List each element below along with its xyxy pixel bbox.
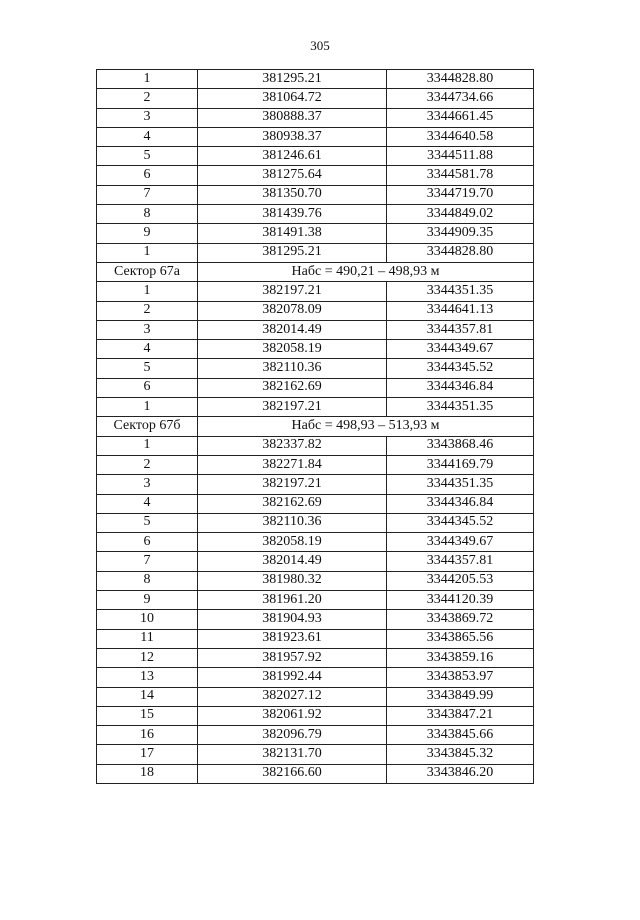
coordinate-y: 3344351.35 bbox=[387, 282, 534, 301]
table-row bbox=[97, 127, 534, 146]
coordinate-x: 380888.37 bbox=[198, 108, 387, 127]
table-row bbox=[97, 340, 534, 359]
table-row bbox=[97, 108, 534, 127]
coordinate-x: 381923.61 bbox=[198, 629, 387, 648]
point-number: 4 bbox=[97, 494, 198, 513]
coordinate-y: 3343853.97 bbox=[387, 668, 534, 687]
table-row bbox=[97, 166, 534, 185]
coordinate-x: 382078.09 bbox=[198, 301, 387, 320]
table-row bbox=[97, 185, 534, 204]
table-row bbox=[97, 552, 534, 571]
point-number: 6 bbox=[97, 166, 198, 185]
point-number: 9 bbox=[97, 591, 198, 610]
coordinate-y: 3344909.35 bbox=[387, 224, 534, 243]
sector-header-row bbox=[97, 417, 534, 436]
coordinate-x: 382014.49 bbox=[198, 552, 387, 571]
point-number: 9 bbox=[97, 224, 198, 243]
table-row bbox=[97, 533, 534, 552]
coordinate-y: 3344734.66 bbox=[387, 89, 534, 108]
table-row bbox=[97, 89, 534, 108]
coordinate-x: 382096.79 bbox=[198, 726, 387, 745]
point-number: 3 bbox=[97, 475, 198, 494]
point-number: 5 bbox=[97, 513, 198, 532]
point-number: 8 bbox=[97, 571, 198, 590]
coordinate-x: 381980.32 bbox=[198, 571, 387, 590]
table-row bbox=[97, 571, 534, 590]
point-number: 16 bbox=[97, 726, 198, 745]
coordinate-y: 3344719.70 bbox=[387, 185, 534, 204]
coordinate-x: 381439.76 bbox=[198, 205, 387, 224]
table-row bbox=[97, 668, 534, 687]
coordinate-y: 3344346.84 bbox=[387, 378, 534, 397]
coordinate-y: 3344346.84 bbox=[387, 494, 534, 513]
coordinate-x: 382014.49 bbox=[198, 320, 387, 339]
point-number: 11 bbox=[97, 629, 198, 648]
coordinate-x: 382197.21 bbox=[198, 475, 387, 494]
coordinate-x: 381904.93 bbox=[198, 610, 387, 629]
coordinate-x: 382197.21 bbox=[198, 282, 387, 301]
coordinate-x: 381961.20 bbox=[198, 591, 387, 610]
point-number: 18 bbox=[97, 764, 198, 783]
coordinate-y: 3343869.72 bbox=[387, 610, 534, 629]
sector-name: Сектор 67а bbox=[97, 262, 198, 281]
table-row bbox=[97, 745, 534, 764]
coordinate-y: 3343845.66 bbox=[387, 726, 534, 745]
point-number: 6 bbox=[97, 533, 198, 552]
coordinate-x: 382058.19 bbox=[198, 340, 387, 359]
point-number: 10 bbox=[97, 610, 198, 629]
coordinate-y: 3344849.02 bbox=[387, 205, 534, 224]
coordinate-x: 382058.19 bbox=[198, 533, 387, 552]
coordinate-y: 3344828.80 bbox=[387, 243, 534, 262]
coordinate-x: 382027.12 bbox=[198, 687, 387, 706]
coordinate-x: 382110.36 bbox=[198, 513, 387, 532]
sector-name: Сектор 67б bbox=[97, 417, 198, 436]
table-row bbox=[97, 398, 534, 417]
table-row bbox=[97, 706, 534, 725]
table-row bbox=[97, 475, 534, 494]
coordinates-table bbox=[96, 69, 534, 784]
point-number: 7 bbox=[97, 552, 198, 571]
coordinate-x: 382162.69 bbox=[198, 494, 387, 513]
point-number: 8 bbox=[97, 205, 198, 224]
sector-elevation-range: Набс = 490,21 – 498,93 м bbox=[198, 262, 534, 281]
coordinate-y: 3344351.35 bbox=[387, 475, 534, 494]
coordinate-y: 3344120.39 bbox=[387, 591, 534, 610]
point-number: 15 bbox=[97, 706, 198, 725]
point-number: 3 bbox=[97, 320, 198, 339]
coordinate-x: 381064.72 bbox=[198, 89, 387, 108]
point-number: 7 bbox=[97, 185, 198, 204]
coordinate-y: 3344169.79 bbox=[387, 455, 534, 474]
table-row bbox=[97, 224, 534, 243]
table-row bbox=[97, 591, 534, 610]
point-number: 1 bbox=[97, 282, 198, 301]
coordinate-y: 3344351.35 bbox=[387, 398, 534, 417]
point-number: 3 bbox=[97, 108, 198, 127]
point-number: 1 bbox=[97, 243, 198, 262]
point-number: 5 bbox=[97, 147, 198, 166]
coordinate-y: 3344581.78 bbox=[387, 166, 534, 185]
coordinate-y: 3343847.21 bbox=[387, 706, 534, 725]
table-row bbox=[97, 70, 534, 89]
coordinate-y: 3344828.80 bbox=[387, 70, 534, 89]
coordinate-x: 381491.38 bbox=[198, 224, 387, 243]
table-row bbox=[97, 359, 534, 378]
coordinate-x: 381957.92 bbox=[198, 648, 387, 667]
table-row bbox=[97, 378, 534, 397]
table-row bbox=[97, 320, 534, 339]
table-row bbox=[97, 301, 534, 320]
coordinates-table-body bbox=[97, 70, 534, 784]
point-number: 2 bbox=[97, 301, 198, 320]
coordinate-y: 3344357.81 bbox=[387, 552, 534, 571]
point-number: 12 bbox=[97, 648, 198, 667]
point-number: 5 bbox=[97, 359, 198, 378]
coordinate-x: 380938.37 bbox=[198, 127, 387, 146]
table-row bbox=[97, 147, 534, 166]
coordinate-y: 3344511.88 bbox=[387, 147, 534, 166]
coordinate-y: 3343865.56 bbox=[387, 629, 534, 648]
coordinate-x: 381295.21 bbox=[198, 70, 387, 89]
coordinate-y: 3344357.81 bbox=[387, 320, 534, 339]
point-number: 14 bbox=[97, 687, 198, 706]
coordinate-y: 3343859.16 bbox=[387, 648, 534, 667]
point-number: 13 bbox=[97, 668, 198, 687]
coordinate-x: 382197.21 bbox=[198, 398, 387, 417]
point-number: 4 bbox=[97, 340, 198, 359]
table-row bbox=[97, 648, 534, 667]
sector-elevation-range: Набс = 498,93 – 513,93 м bbox=[198, 417, 534, 436]
coordinate-x: 381275.64 bbox=[198, 166, 387, 185]
coordinate-y: 3344640.58 bbox=[387, 127, 534, 146]
coordinate-x: 381992.44 bbox=[198, 668, 387, 687]
coordinate-y: 3343868.46 bbox=[387, 436, 534, 455]
table-row bbox=[97, 455, 534, 474]
point-number: 1 bbox=[97, 436, 198, 455]
coordinate-x: 382061.92 bbox=[198, 706, 387, 725]
point-number: 6 bbox=[97, 378, 198, 397]
table-row bbox=[97, 282, 534, 301]
coordinate-x: 382271.84 bbox=[198, 455, 387, 474]
point-number: 1 bbox=[97, 70, 198, 89]
table-row bbox=[97, 436, 534, 455]
coordinate-x: 382131.70 bbox=[198, 745, 387, 764]
point-number: 1 bbox=[97, 398, 198, 417]
coordinate-y: 3343846.20 bbox=[387, 764, 534, 783]
table-row bbox=[97, 494, 534, 513]
table-row bbox=[97, 610, 534, 629]
coordinate-y: 3343849.99 bbox=[387, 687, 534, 706]
point-number: 17 bbox=[97, 745, 198, 764]
table-row bbox=[97, 629, 534, 648]
coordinate-y: 3344345.52 bbox=[387, 359, 534, 378]
table-row bbox=[97, 513, 534, 532]
point-number: 4 bbox=[97, 127, 198, 146]
coordinate-x: 382162.69 bbox=[198, 378, 387, 397]
table-row bbox=[97, 243, 534, 262]
coordinate-y: 3344641.13 bbox=[387, 301, 534, 320]
coordinate-x: 381295.21 bbox=[198, 243, 387, 262]
coordinate-x: 382110.36 bbox=[198, 359, 387, 378]
point-number: 2 bbox=[97, 455, 198, 474]
coordinate-y: 3344349.67 bbox=[387, 533, 534, 552]
coordinate-y: 3344205.53 bbox=[387, 571, 534, 590]
coordinate-y: 3344345.52 bbox=[387, 513, 534, 532]
coordinate-x: 381246.61 bbox=[198, 147, 387, 166]
coordinate-y: 3344349.67 bbox=[387, 340, 534, 359]
coordinate-x: 382337.82 bbox=[198, 436, 387, 455]
coordinate-y: 3343845.32 bbox=[387, 745, 534, 764]
page-number: 305 bbox=[310, 38, 330, 53]
table-row bbox=[97, 205, 534, 224]
sector-header-row bbox=[97, 262, 534, 281]
coordinate-x: 381350.70 bbox=[198, 185, 387, 204]
point-number: 2 bbox=[97, 89, 198, 108]
table-row bbox=[97, 726, 534, 745]
coordinate-x: 382166.60 bbox=[198, 764, 387, 783]
coordinate-y: 3344661.45 bbox=[387, 108, 534, 127]
table-row bbox=[97, 764, 534, 783]
table-row bbox=[97, 687, 534, 706]
